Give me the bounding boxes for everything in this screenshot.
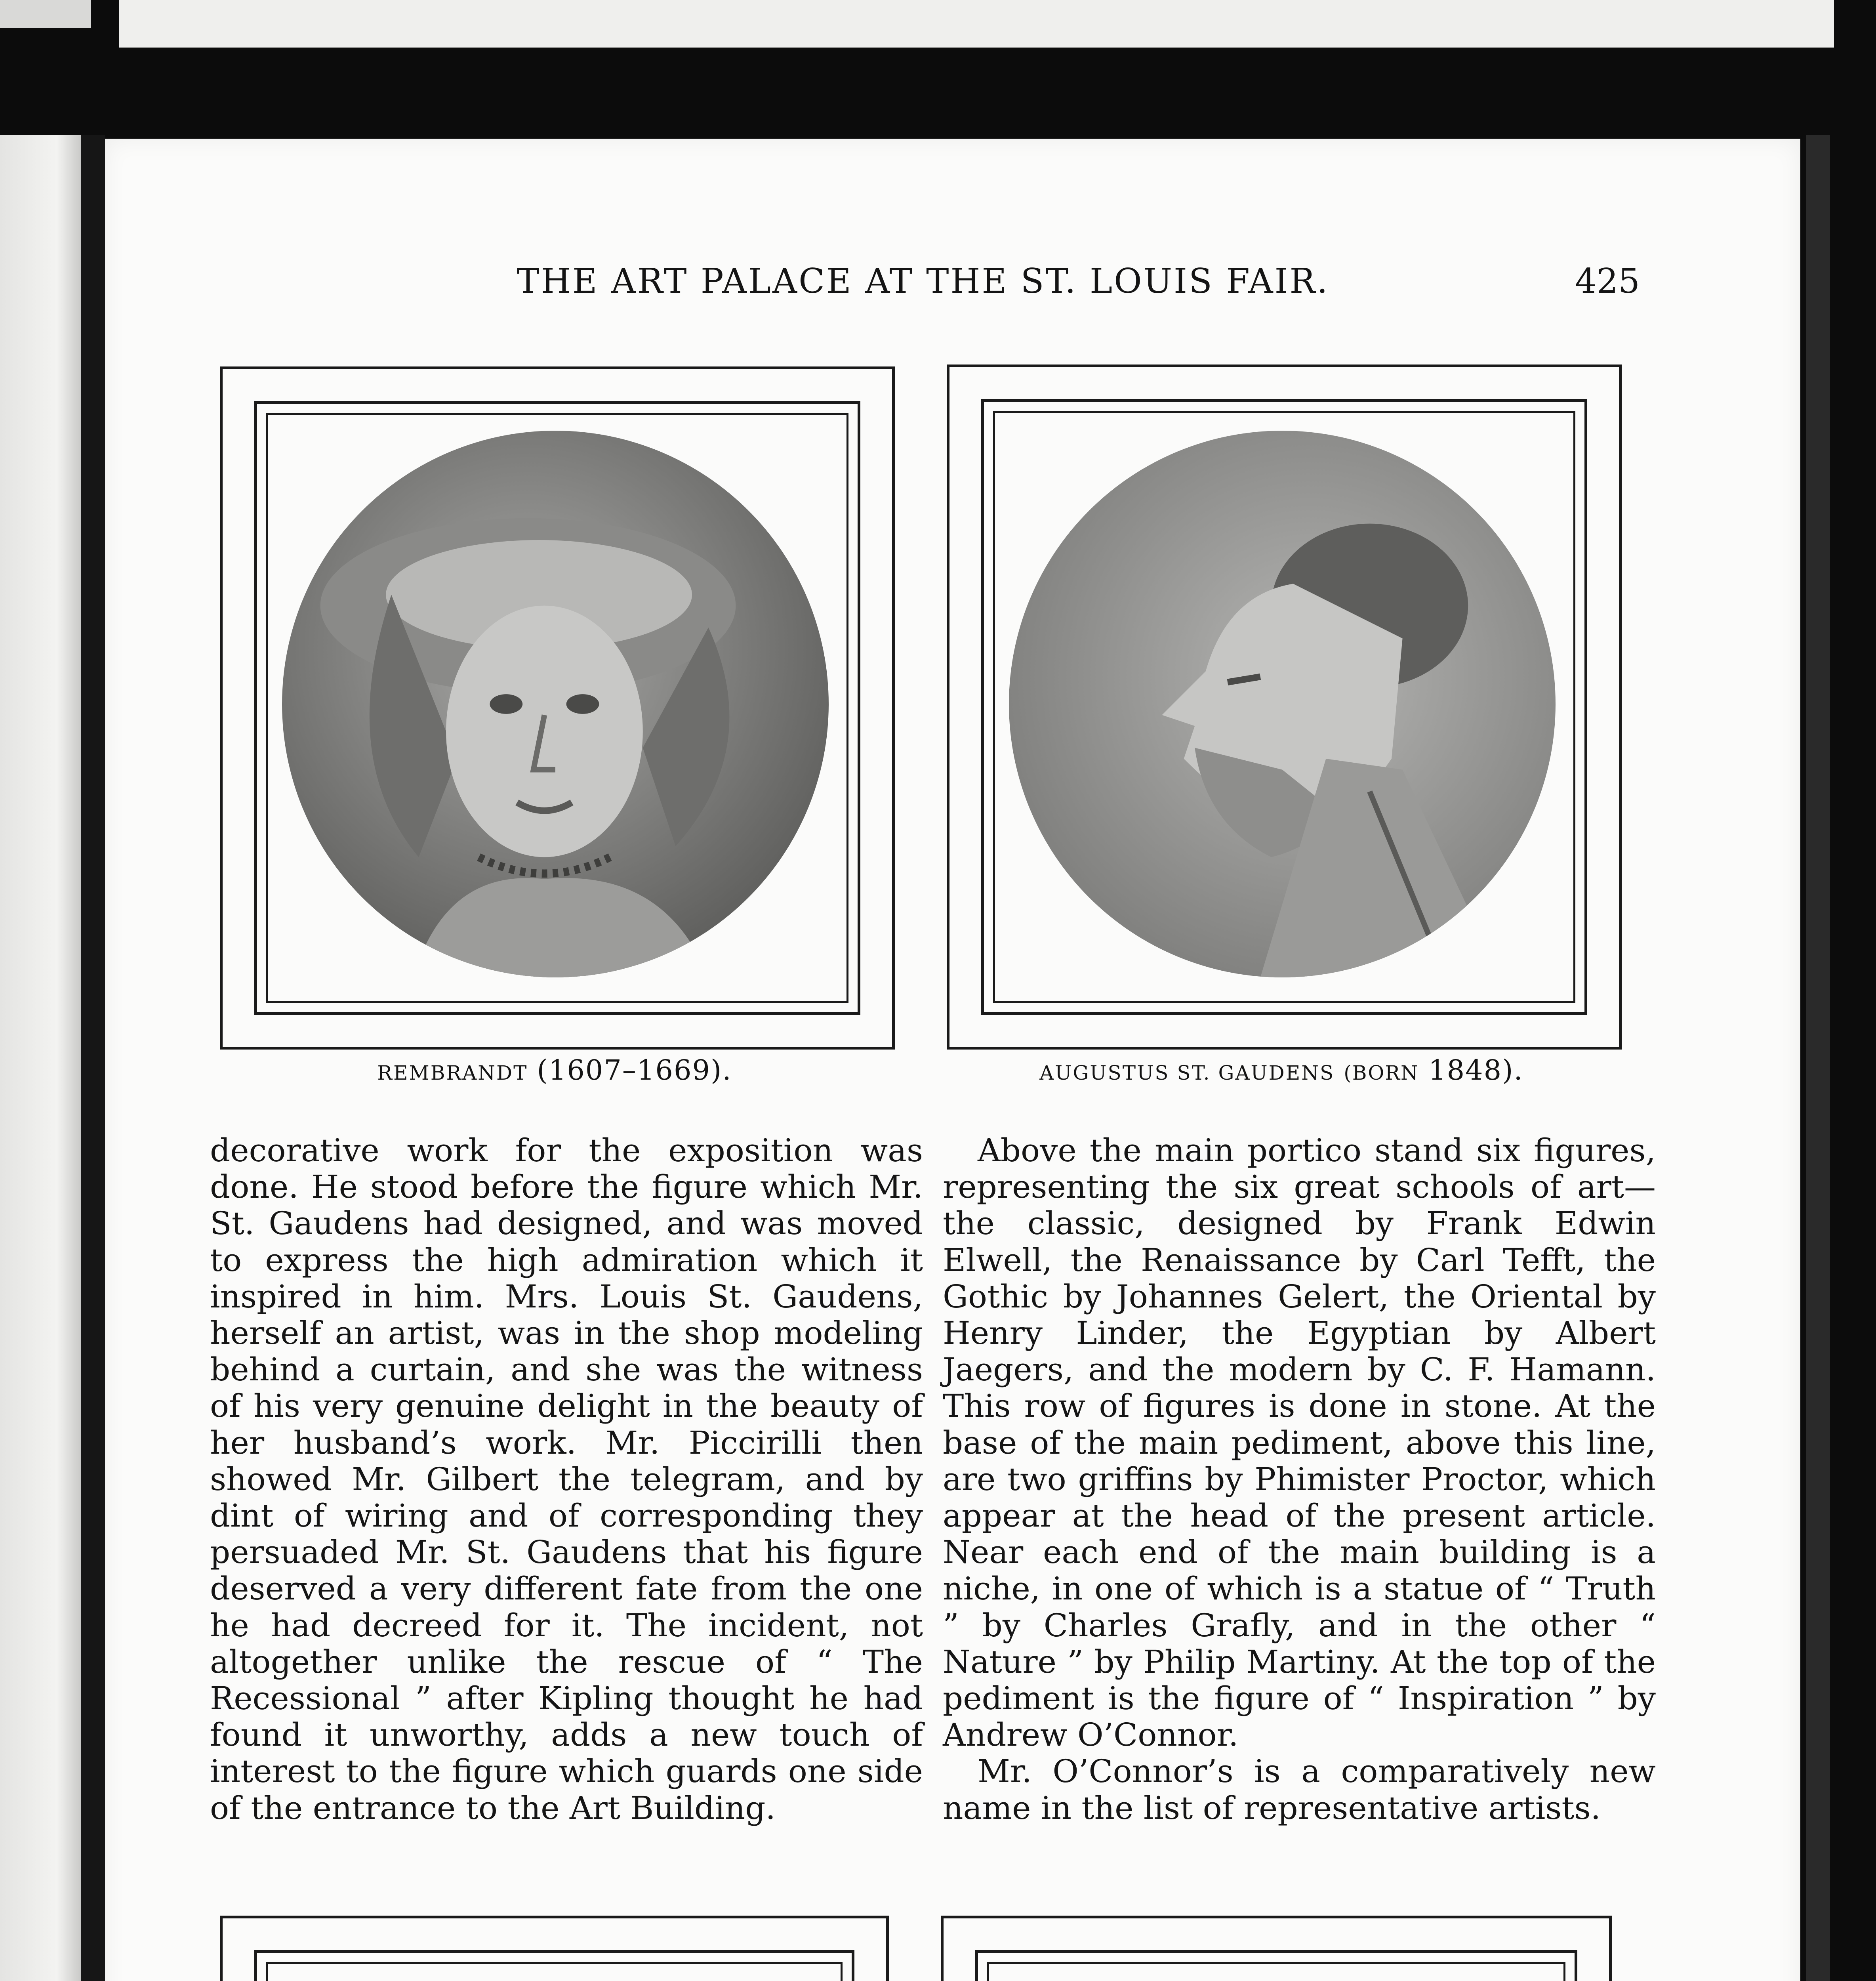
scanner-edge: [1806, 135, 1830, 1981]
right-text-column: [943, 1132, 1656, 1826]
previous-page-edge: [119, 0, 1834, 48]
left-text-column: [210, 1132, 923, 1826]
paragraph: Above the main portico stand six figures, representing the six great schools of art—the classic, designed by Frank Edwin Elwell, the Renaissance by Carl Tefft, the Gothic by Johannes Gelert, the Oriental by Henry Linder, the Egyptian by Albert Jaegers, and the modern by C. F. Hamann. This row of figures is done in stone. At the base of the main pediment, above this line, are two griffins by Phimister Proctor, which appear at the head of the present article. Near each end of the main building is a niche, in one of which is a statue of “ Truth ” by Charles Grafly, and in the other “ Nature ” by Philip Martiny. At the top of the pediment is the figure of “ Inspiration ” by Andrew O’Connor.: [943, 1132, 1656, 1754]
portrait-years: (1607–1669).: [537, 1054, 732, 1086]
caption-rembrandt: [220, 1054, 889, 1086]
caption-st-gaudens: [947, 1054, 1616, 1086]
previous-page-corner: [0, 0, 91, 28]
portrait-name: REMBRANDT: [377, 1061, 528, 1084]
running-title: THE ART PALACE AT THE ST. LOUIS FAIR.: [517, 261, 1329, 301]
portrait-plate-titian: [941, 1916, 1612, 1981]
portrait-years-open: (BORN: [1344, 1061, 1419, 1084]
portrait-plate-st-gaudens: [947, 365, 1622, 1050]
st-gaudens-profile-relief-icon: [1009, 431, 1556, 977]
portrait-name: AUGUSTUS ST. GAUDENS: [1039, 1061, 1335, 1084]
rembrandt-relief-portrait-icon: [282, 431, 829, 977]
paragraph: Mr. O’Connor’s is a comparatively new name in the list of representative artists.: [943, 1753, 1656, 1826]
portrait-plate-botticelli: [220, 1916, 889, 1981]
paragraph: decorative work for the exposition was done. He stood before the figure which Mr. St. Gaudens had designed, and was moved to express the high admiration which it inspired in him. Mrs. Louis St. Gaudens, herself an artist, was in the shop modeling behind a curtain, and she was the witness of his very genuine delight in the beauty of her husband’s work. Mr. Piccirilli then showed Mr. Gilbert the telegram, and by dint of wiring and of corresponding they persuaded Mr. St. Gaudens that his figure deserved a very different fate from the one he had decreed for it. The incident, not altogether unlike the rescue of “ The Recessional ” after Kipling thought he had found it unworthy, adds a new touch of interest to the figure which guards one side of the entrance to the Art Building.: [210, 1132, 923, 1826]
portrait-plate-rembrandt: [220, 366, 895, 1050]
facing-page-edge: [0, 135, 81, 1981]
page-number: 425: [1575, 261, 1640, 301]
portrait-years: 1848).: [1418, 1054, 1523, 1086]
book-gutter: [81, 135, 105, 1981]
